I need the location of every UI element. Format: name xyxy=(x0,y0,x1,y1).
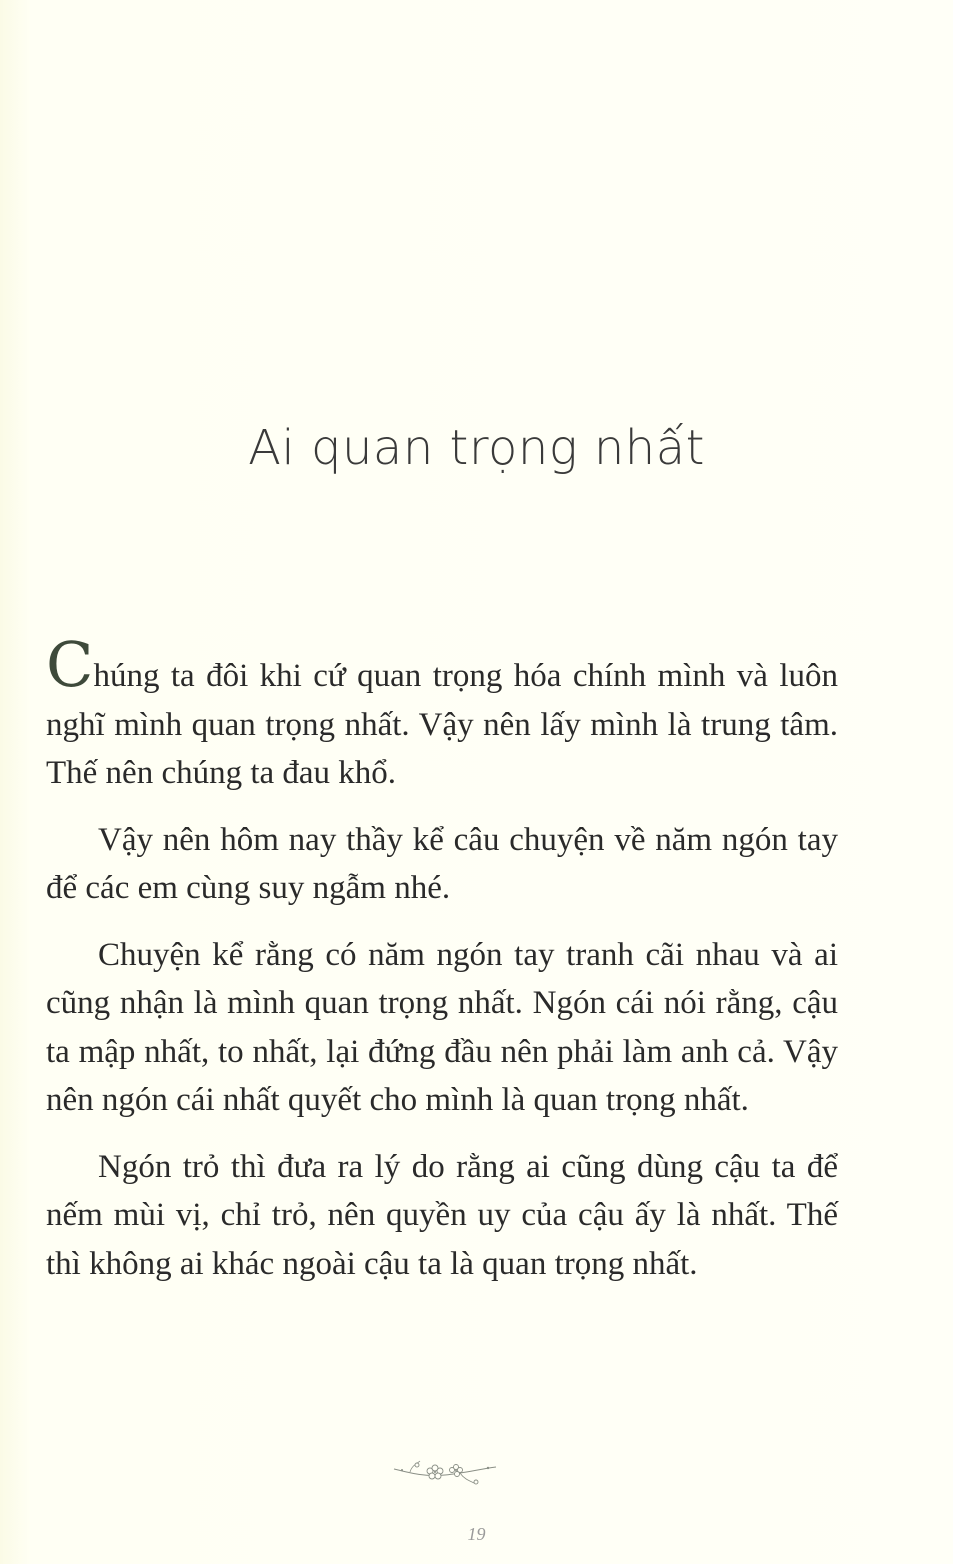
paragraph-4: Ngón trỏ thì đưa ra lý do rằng ai cũng dùng cậu ta để nếm mùi vị, chỉ trỏ, nên quyền uy của cậu ấy là nhất. Thế thì không ai khác ngoài cậu ta là quan trọng nhất. xyxy=(46,1148,838,1282)
paragraph-2: Vậy nên hôm nay thầy kể câu chuyện về năm ngón tay để các em cùng suy ngẫm nhé. xyxy=(46,821,838,906)
chapter-title: Ai quan trọng nhất xyxy=(248,420,705,476)
page-number: 19 xyxy=(467,1524,486,1544)
paragraph-3: Chuyện kể rằng có năm ngón tay tranh cãi nhau và ai cũng nhận là mình quan trọng nhất. Ngón cái nói rằng, cậu ta mập nhất, to nhất, lại đứng đầu nên phải làm anh cả. Vậy nên ngón cái nhất quyết cho mình là quan trọng nhất. xyxy=(46,936,838,1118)
chapter-body xyxy=(46,628,838,1306)
paragraph-1 xyxy=(46,628,838,798)
floral-branch-icon xyxy=(390,1455,500,1491)
drop-cap: C xyxy=(46,628,94,701)
paragraph-1-text: húng ta đôi khi cứ quan trọng hóa chính mình và luôn nghĩ mình quan trọng nhất. Vậy nên lấy mình là trung tâm. Thế nên chúng ta đau khổ. xyxy=(46,658,838,791)
